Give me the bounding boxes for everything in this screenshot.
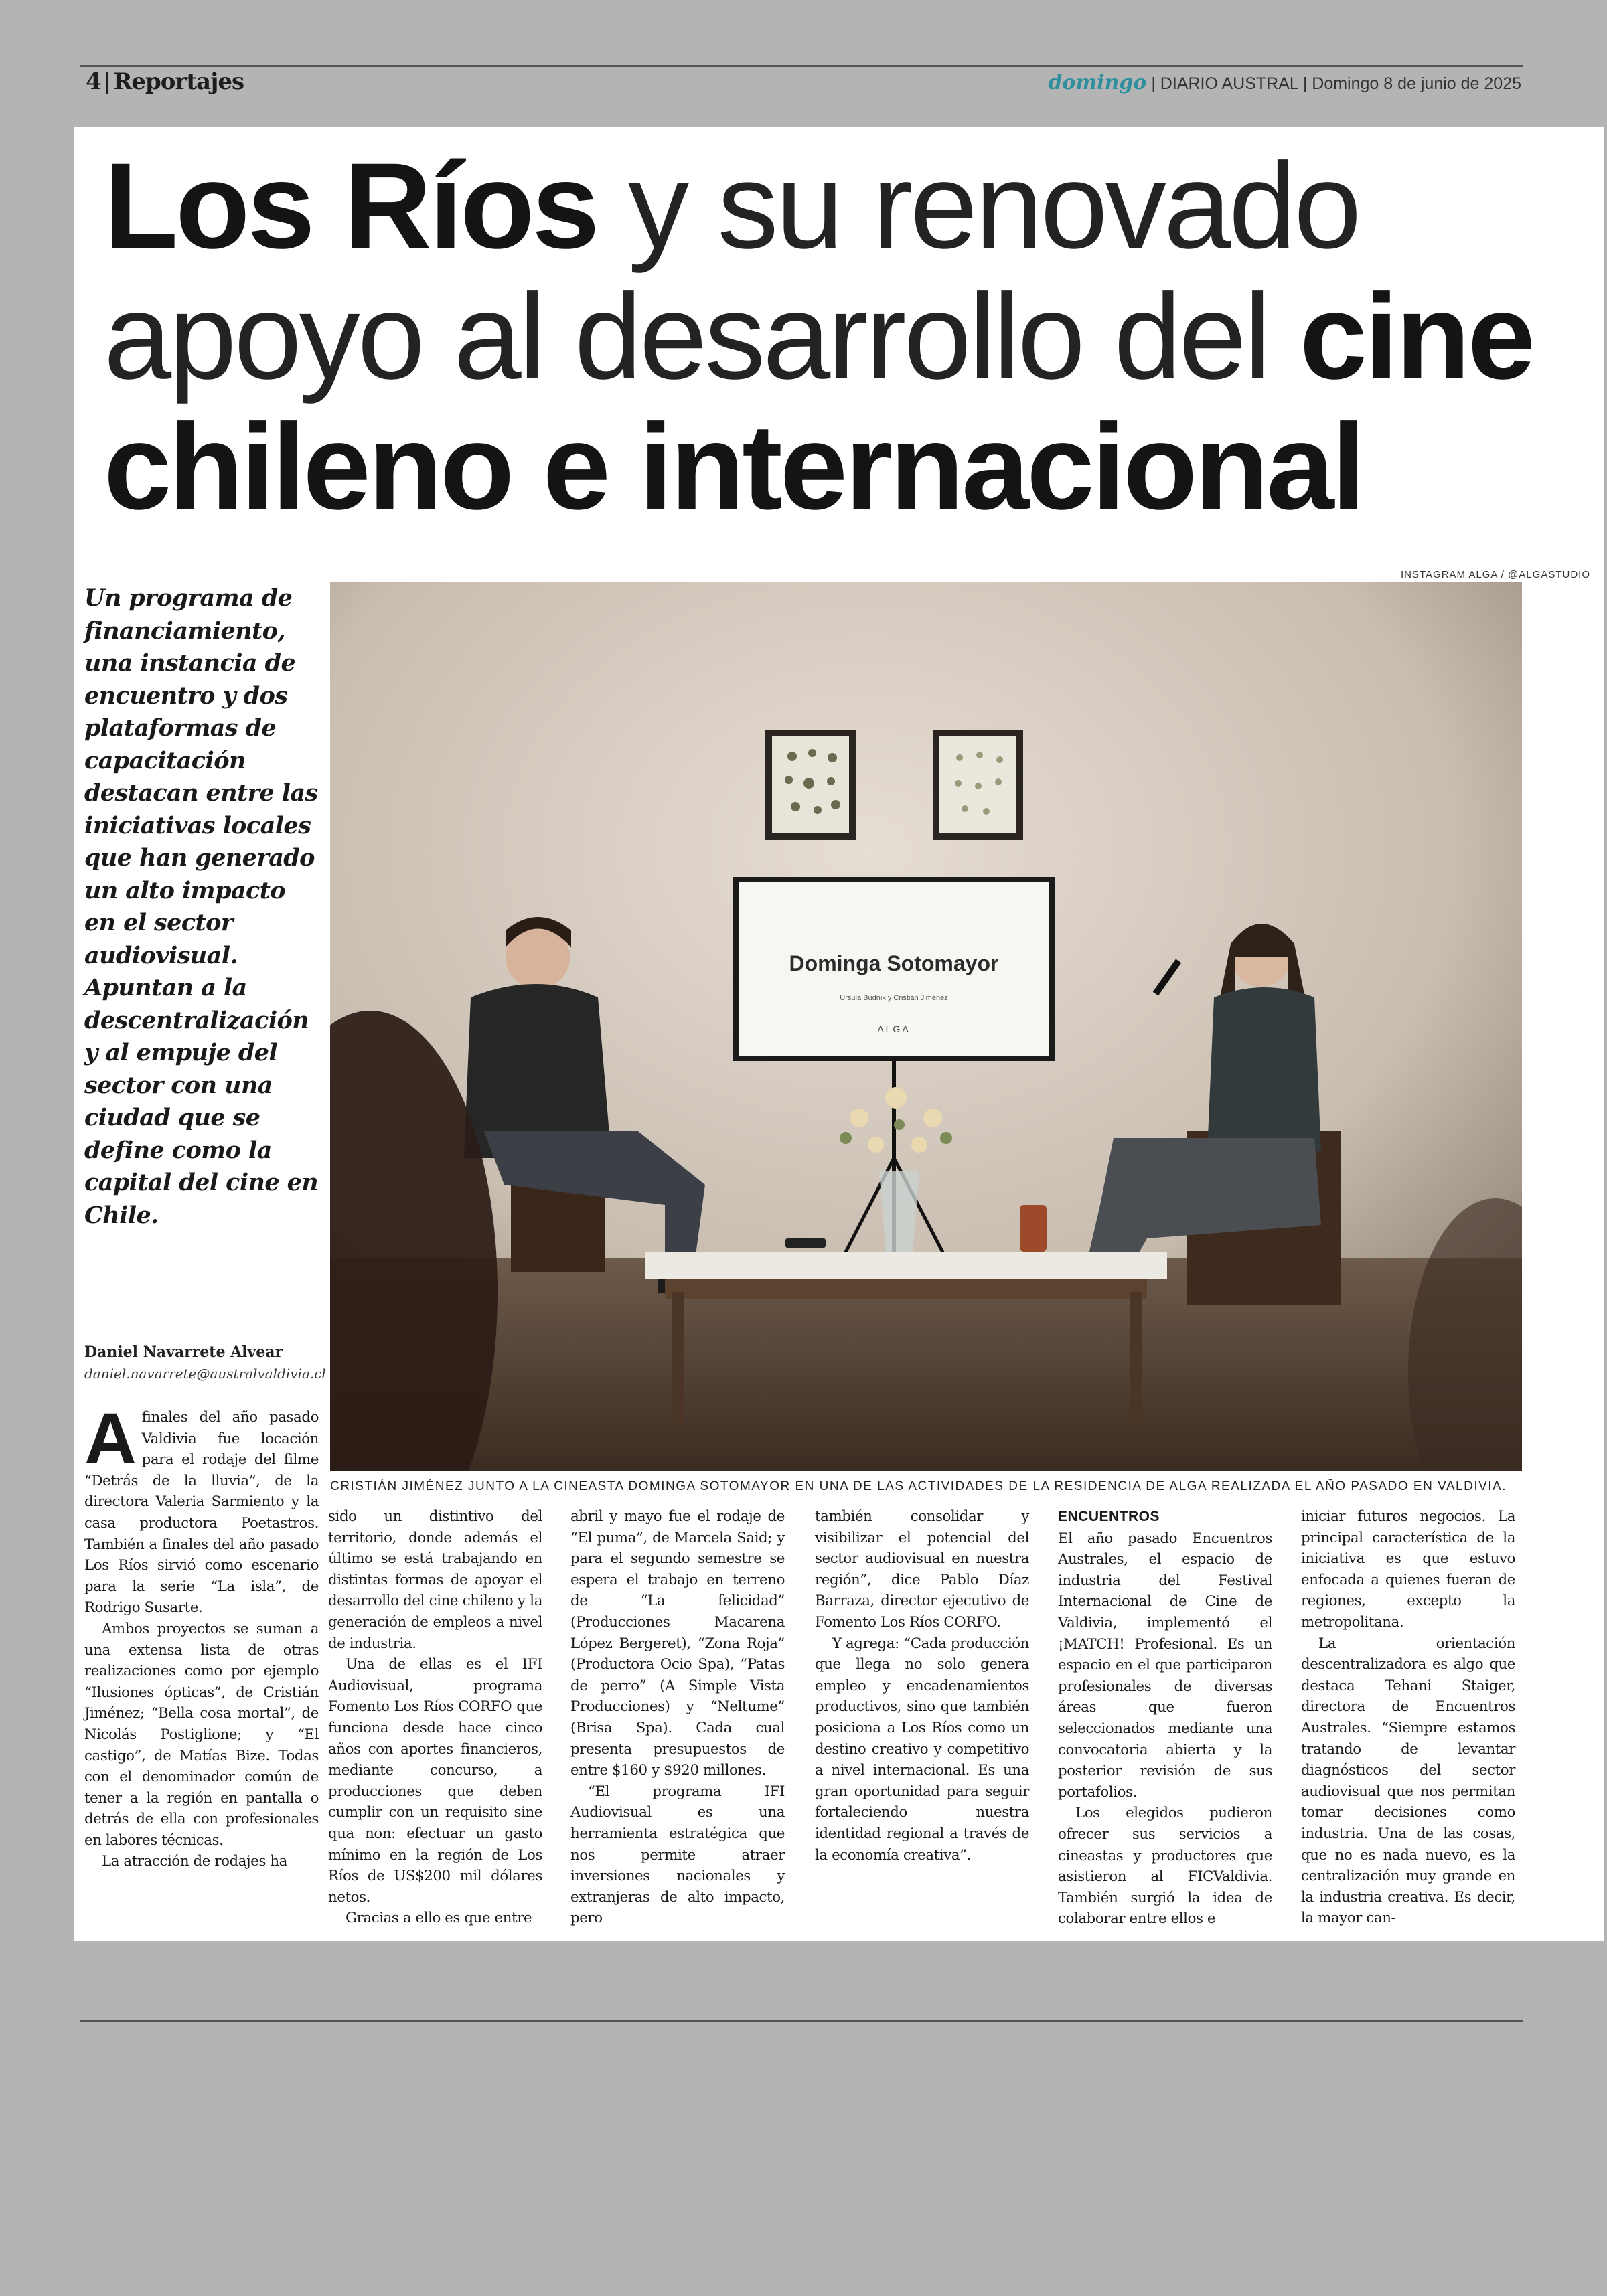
brand-name: domingo: [1048, 71, 1147, 94]
body-column-5: [1058, 1506, 1272, 1930]
screen-title: Dominga Sotomayor: [789, 951, 999, 975]
body-paragraph: Los elegidos pudieron ofrecer sus servicios a cineastas y productores que asistieron al FICValdivia. También surgió la idea de colaborar entre ellos e: [1058, 1805, 1272, 1928]
issue-date: Domingo 8 de junio de 2025: [1312, 74, 1521, 93]
body-paragraph: La atracción de rodajes ha: [102, 1853, 287, 1870]
headline: [104, 137, 1577, 535]
header-rule: [80, 65, 1523, 67]
body-paragraph-text: finales del año pasado Valdivia fue locación para el rodaje del filme “Detrás de la lluvia”, de la directora Valeria Sarmiento y la casa productora Poetastros. También a finales del año pasado Los Ríos sirvió como escenario para la serie “La isla”, de Rodrigo Susarte.: [84, 1409, 319, 1617]
body-paragraph: iniciar futuros negocios. La principal característica de la iniciativa es que estuvo enfocada a quienes fueran de regiones, excepto la metropolitana.: [1301, 1508, 1515, 1631]
body-paragraph: “El programa IFI Audiovisual es una herramienta estratégica que nos permite atraer inversiones nacionales y extranjeras de alto impacto, pero: [570, 1783, 785, 1927]
body-paragraph: también consolidar y visibilizar el potencial del sector audiovisual en nuestra región”, dice Pablo Díaz Barraza, director ejecutivo de Fomento Los Ríos CORFO.: [815, 1508, 1029, 1631]
section-subhead: ENCUENTROS: [1058, 1509, 1160, 1524]
body-paragraph: Ambos proyectos se suman a una extensa lista de otras realizaciones como por ejemplo “Ilusiones ópticas”, de Cristián Jiménez; “Bella cosa mortal”, de Nicolás Postiglione; y “El castigo”, de Matías Bize. Todas con el denominador común de tener a la región en pantalla o detrás de ella con profesionales en labores técnicas.: [84, 1620, 319, 1849]
body-column-6: [1301, 1506, 1515, 1929]
byline-email[interactable]: daniel.navarrete@australvaldivia.cl: [84, 1366, 326, 1382]
page-header-masthead: [1048, 71, 1521, 94]
body-column-4: [815, 1506, 1029, 1866]
body-paragraph: La orientación descentralizadora es algo que destaca Tehani Staiger, directora de Encuentros Australes. “Siempre estamos tratando de levantar diagnósticos del sector audiovisual que nos permitan tomar decisiones como industria. Una de las cosas, que no es nada nuevo, es la centralización muy grande en la industria creativa. Es decir, la mayor can-: [1301, 1635, 1515, 1927]
body-column-2: [328, 1506, 542, 1929]
body-paragraph: Una de ellas es el IFI Audiovisual, programa Fomento Los Ríos CORFO que funciona desde hace cinco años con aportes financieros, mediante concurso, a producciones que deben cumplir con un requisito sine qua non: efectuar un gasto mínimo en la región de Los Ríos de US$200 mil dólares netos.: [328, 1656, 542, 1906]
body-column-1: [84, 1398, 319, 1872]
body-paragraph: [84, 1398, 319, 1619]
article-photo: [330, 582, 1522, 1471]
headline-light: y su renovado apoyo al desarrollo del: [104, 137, 1359, 404]
headline-bold-lead: Los Ríos: [104, 137, 597, 274]
article-page: [74, 127, 1604, 1941]
newspaper-name: DIARIO AUSTRAL: [1160, 74, 1298, 93]
photo-credit: INSTAGRAM ALGA / @ALGASTUDIO: [1400, 569, 1590, 580]
screen-logo: ALGA: [877, 1023, 911, 1034]
page-header-section: [86, 68, 244, 95]
body-paragraph: Y agrega: “Cada producción que llega no solo genera empleo y encadenamientos productivos, sino que también posiciona a Los Ríos como un destino creativo y competitivo a nivel internacional. Es una gran oportunidad para seguir fortaleciendo nuestra identidad regional a través de la economía creativa”.: [815, 1635, 1029, 1864]
photo-caption: CRISTIÁN JIMÉNEZ JUNTO A LA CINEASTA DOMINGA SOTOMAYOR EN UNA DE LAS ACTIVIDADES DE LA RESIDENCIA DE ALGA REALIZADA EL AÑO PASADO EN VALDIVIA.: [330, 1479, 1507, 1493]
body-paragraph: sido un distintivo del territorio, donde además el último se está trabajando en distintas formas de apoyar el desarrollo del cine chileno y la generación de empleos a nivel de industria.: [328, 1508, 542, 1652]
screen-subtitle: Ursula Budnik y Cristián Jiménez: [840, 994, 948, 1002]
header-divider: |: [1302, 74, 1312, 93]
drop-cap: A: [84, 1398, 137, 1479]
body-column-3: [570, 1506, 785, 1929]
article-deck: Un programa de financiamiento, una instancia de encuentro y dos plataformas de capacitación destacan entre las iniciativas locales que han generado un alto impacto en el sector audiovisual. Apuntan a la descentralización y al empuje del sector con una ciudad que se define como la capital del cine en Chile.: [84, 584, 319, 1229]
header-divider: |: [1151, 74, 1160, 93]
body-paragraph: abril y mayo fue el rodaje de “El puma”, de Marcela Said; y para el segundo semestre se espera el trabajo en terreno de “La felicidad” (Producciones Macarena López Bergeret), “Zona Roja” (Productora Ocio Spa), “Patas de perro” (A Simple Vista Producciones) y “Neltume” (Brisa Spa). Cada cual presenta presupuestos de entre $160 y $920 millones.: [570, 1508, 785, 1779]
body-paragraph: Gracias a ello es que entre: [346, 1910, 532, 1927]
footer-rule: [80, 2020, 1523, 2022]
page-number: 4: [86, 68, 101, 95]
section-name: Reportajes: [113, 68, 244, 95]
header-separator: |: [103, 68, 111, 95]
headline-bold-tail: cine chileno e internacional: [104, 268, 1533, 535]
body-paragraph: El año pasado Encuentros Australes, el espacio de industria del Festival Internacional de Cine de Valdivia, implementó el ¡MATCH! Profesional. Es un espacio en el que participaron profesionales de diversas áreas que fueron seleccionados mediante una convocatoria abierta y la posterior revisión de sus portafolios.: [1058, 1530, 1272, 1801]
byline-author: Daniel Navarrete Alvear: [84, 1343, 283, 1361]
